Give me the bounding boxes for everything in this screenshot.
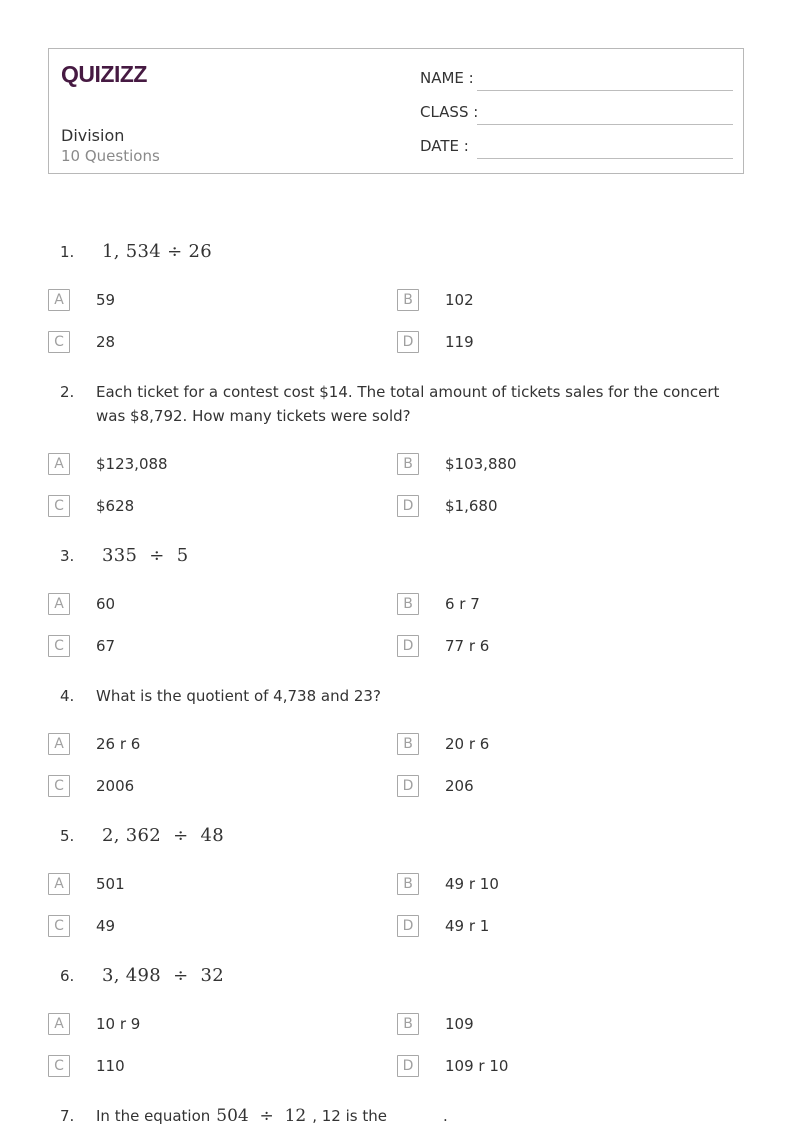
option-text: 59 — [96, 291, 116, 309]
option-text: 49 r 1 — [445, 917, 490, 935]
option-letter: D — [397, 775, 419, 797]
option-letter: B — [397, 733, 419, 755]
option-letter: A — [48, 1013, 70, 1035]
option-text: 28 — [96, 333, 116, 351]
option-letter: B — [397, 593, 419, 615]
option-text: 6 r 7 — [445, 595, 480, 613]
option-letter: C — [48, 775, 70, 797]
option-letter: B — [397, 1013, 419, 1035]
question-text-before: In the equation — [96, 1107, 211, 1125]
svg-text:QUIZIZZ: QUIZIZZ — [61, 61, 147, 87]
option-letter: C — [48, 495, 70, 517]
question-math: 2, 362 ÷ 48 — [102, 825, 225, 846]
worksheet-header — [48, 48, 744, 174]
option-letter: C — [48, 331, 70, 353]
option-text: 20 r 6 — [445, 735, 490, 753]
option-text: 60 — [96, 595, 116, 613]
option-text: 49 r 10 — [445, 875, 499, 893]
option-text: 110 — [96, 1057, 125, 1075]
question-number: 2. — [60, 383, 75, 401]
option-text: $123,088 — [96, 455, 168, 473]
option-text: 49 — [96, 917, 116, 935]
question-math: 504 ÷ 12 — [216, 1106, 307, 1126]
question-number: 7. — [60, 1107, 75, 1125]
question-text-end: . — [442, 1107, 448, 1125]
name-label: NAME : — [420, 69, 474, 87]
question-number: 6. — [60, 967, 75, 985]
option-text: 102 — [445, 291, 474, 309]
worksheet-title: Division — [61, 126, 125, 145]
option-letter: B — [397, 289, 419, 311]
option-text: 501 — [96, 875, 125, 893]
option-letter: A — [48, 593, 70, 615]
question-text: Each ticket for a contest cost $14. The total amount of tickets sales for the concert was $8,792. How many tickets were sold? — [96, 383, 720, 425]
class-field[interactable] — [420, 103, 733, 123]
name-line[interactable] — [477, 90, 733, 91]
question-math: 1, 534 ÷ 26 — [102, 241, 212, 262]
answer-blank[interactable] — [387, 1120, 443, 1121]
option-text: $103,880 — [445, 455, 517, 473]
quizizz-logo — [61, 59, 161, 89]
question-count: 10 Questions — [61, 147, 160, 165]
option-text: $628 — [96, 497, 135, 515]
date-field[interactable] — [420, 137, 733, 157]
option-letter: B — [397, 873, 419, 895]
class-label: CLASS : — [420, 103, 479, 121]
option-letter: C — [48, 1055, 70, 1077]
question-number: 4. — [60, 687, 75, 705]
question-number: 3. — [60, 547, 75, 565]
option-letter: A — [48, 453, 70, 475]
option-text: 109 r 10 — [445, 1057, 509, 1075]
option-letter: D — [397, 635, 419, 657]
option-letter: D — [397, 495, 419, 517]
name-field[interactable] — [420, 69, 733, 89]
question-text — [96, 1104, 746, 1128]
class-line[interactable] — [477, 124, 733, 125]
option-text: 10 r 9 — [96, 1015, 141, 1033]
option-text: 206 — [445, 777, 474, 795]
option-letter: C — [48, 635, 70, 657]
option-letter: D — [397, 331, 419, 353]
question-text-after: , 12 is the — [312, 1107, 387, 1125]
option-letter: A — [48, 733, 70, 755]
question-text: What is the quotient of 4,738 and 23? — [96, 687, 381, 705]
option-letter: D — [397, 915, 419, 937]
question-number: 5. — [60, 827, 75, 845]
option-text: 119 — [445, 333, 474, 351]
option-letter: A — [48, 289, 70, 311]
question-math: 335 ÷ 5 — [102, 545, 189, 566]
option-text: 26 r 6 — [96, 735, 141, 753]
question-number: 1. — [60, 243, 75, 261]
option-text: 109 — [445, 1015, 474, 1033]
option-letter: B — [397, 453, 419, 475]
option-letter: D — [397, 1055, 419, 1077]
date-line[interactable] — [477, 158, 733, 159]
option-letter: C — [48, 915, 70, 937]
option-letter: A — [48, 873, 70, 895]
date-label: DATE : — [420, 137, 469, 155]
question-math: 3, 498 ÷ 32 — [102, 965, 225, 986]
option-text: 67 — [96, 637, 116, 655]
option-text: 2006 — [96, 777, 135, 795]
option-text: $1,680 — [445, 497, 498, 515]
option-text: 77 r 6 — [445, 637, 490, 655]
